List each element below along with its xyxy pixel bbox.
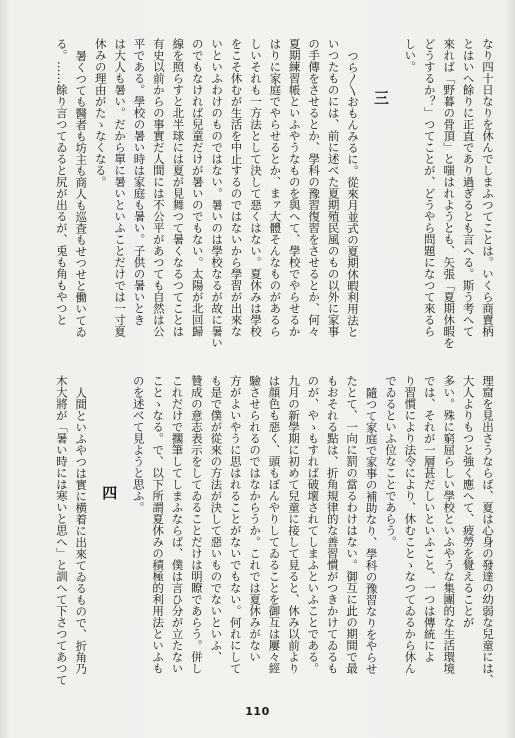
text-column: 線を照らすと北半球には夏が見舞つて暑くなるつてことは (171, 38, 186, 337)
text-column: 平である。學校の暑い時は家庭も暑い。子供の暑いとき (132, 38, 147, 326)
text-column: 木大將が「暑い時には寒いと思へ」と訓へて下さつてあつて (54, 375, 69, 686)
text-column: をこそ休むが生活を中止するのではないから學習が出來な (229, 38, 244, 337)
text-column: は大人も暑い。だから單に暑いといふことだけでは一寸夏 (113, 38, 128, 337)
text-column: たとて、一向に罰の當るわけはない。御互に此の期間で最 (345, 375, 360, 674)
text-column: いといふわけのものではない。暑いのは學校なるが故に暑い (210, 38, 225, 349)
text-column: 多い。殊に窮屈らしい學校といふやうな集團的な生活環境 (442, 375, 457, 674)
text-column: は顔色も惡く、頭もぼんやりしてゐることを御互は屢々經 (267, 375, 282, 674)
text-column: 暑くつても醫者も坊主も商人も巡査もせつせと働いてゐ (74, 49, 89, 337)
text-column: のを述べて見ようと思ふ。 (131, 375, 146, 513)
text-column: 九月の新學期に初めて兒童に接して見ると、休み以前より (286, 375, 301, 674)
text-column: どうするか？」つてことが、どうやら問題になつて來るら (422, 38, 437, 337)
text-column: る。……餘り言つてゐると尻が出るが、兎も角もやつと (54, 38, 69, 326)
text-column: も是で僕が從來の方法が決して惡いものでないといふ、 (209, 375, 224, 663)
text-column: 隨つて家庭で家事の補助なり、學科の豫習なりをやらせ (364, 386, 379, 674)
text-column: 來れば「野暮の骨頂」と嗤はれようとも、矢張「夏期休暇を (442, 38, 457, 349)
text-column: 大人よりもつと強く應へて、疲勞を覺えることが (461, 375, 476, 628)
text-column: 有史以前からの事實だ人間には不公平があつても自然は公 (151, 38, 166, 337)
text-column: 休みの理由がたゝなくなる。 (93, 38, 108, 188)
text-column: では、それが一層甚だしいといふこと、一つは傳統によ (422, 375, 437, 663)
text-column: 理窟を見出さうならば、夏は心身の發達の幼弱な兒童には、 (481, 375, 495, 686)
text-column: しい。 (403, 38, 418, 73)
text-column: しいそれも一方法として決して惡くはない。夏休みは學校 (248, 38, 263, 337)
lower-text-block (51, 375, 497, 686)
section-heading: 四 (100, 485, 119, 500)
section-heading: 三 (371, 90, 390, 105)
text-column: いつたものには、前に述べた夏期殖民風のもの以外に家事 (326, 38, 341, 337)
text-column: の手傳をさせるとか、學科の豫習復習をさせるとか、何々 (307, 38, 322, 337)
text-column: これだけで擱筆してしまふならば、僕は言ひ分が立たない (170, 375, 185, 674)
text-column: 方がよいやうに思はれることがないでもない。何れにして (228, 375, 243, 674)
text-column: のでもなければ兒童だけが暑いのでもない。太陽が北回歸 (190, 38, 205, 337)
text-column: 驗させられるのではなからうか。これでは夏休みがない (248, 375, 263, 663)
text-column: とはいへ餘りに正直であり過ぎるとも言へる。斯う考へて (461, 38, 476, 337)
page-number: 110 (245, 705, 270, 718)
text-column: ことゝなる。で、以下所謂夏休みの積極的利用法といふも (151, 375, 166, 674)
text-column: もおそれる點は、折角規律的な善習慣がつきかけてゐるも (325, 375, 340, 674)
text-column: 夏期練習帳といふやうなものを與へて、學校でやらせるか (287, 38, 302, 337)
text-column: なり四十日なりを休んでしまふつてことは。いくら商賣柄 (481, 38, 495, 337)
text-column: 人間といふやつは實に横着に出來てゐるもので、折角乃 (74, 386, 89, 674)
text-column: でゐるといふ位なことであらう。 (383, 375, 398, 548)
text-column: つら〱おもんみるに。從來月並式の夏期休暇利用法と (345, 49, 360, 337)
text-column: 贊成の意志表示をしてゐることだけは明瞭であらう。併し (189, 375, 204, 674)
text-column: り習慣により法令により、休むことゝなつてゐるから休ん (403, 375, 418, 674)
text-column: はりに家庭でやらせるとか、まァ大體そんなものがあるら (268, 38, 283, 337)
text-column: のが、やゝもすれば破壞されてしまふといふことである。 (306, 375, 321, 674)
upper-text-block (51, 38, 497, 349)
